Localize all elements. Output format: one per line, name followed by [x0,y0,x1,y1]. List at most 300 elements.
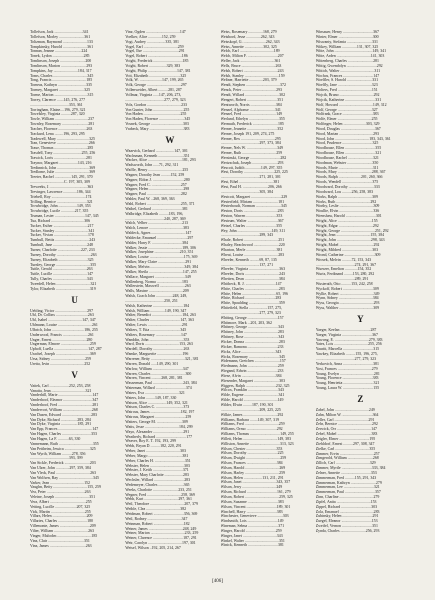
index-entry: White, Richard ...............................283 [220,296,282,301]
index-entry: Wicks, Rosemary ...............................345 [220,354,285,359]
index-entry: Tong, Francis ...................................185 [30,78,93,83]
index-entry: Yates, Lois ...................................255, 256 [315,342,382,347]
index-entry: Wiese, Alvin ...................................384 [220,373,282,378]
index-entry: Trilling, Bernice ...............................321 [30,199,93,204]
index-entry: Wells, Bruce ...................................263 [220,63,282,68]
index-entry: Werner, Joseph 191, 209, 274, 275 [220,131,275,136]
index-entry: Wilkie, James ...................................292 [220,412,284,417]
index-entry: Tradewell, Mary .................................325 [30,136,95,141]
index-entry: West, Dorothy ...............................225, 225 [220,170,288,175]
index-entry: Wenzel, Fred ...................................149 [220,112,282,117]
index-entry: Zeller, Carl ...................................291 [315,417,375,422]
index-entry: Windsmith, Lois ...............................149 [220,519,284,524]
index-entry: Whetten, Dean ...................................384 [220,277,285,282]
index-entry: Weil, Theodore ...................................207, 379 [125,502,198,507]
index-entry: Walker, Jessie ...................................189, 306 [125,245,196,250]
index-entry: Welch, Milton F. ...............................207 [220,54,284,59]
index-entry: Truman, Lester ...............................147, 345 [30,214,99,219]
index-entry: Weatherly, Richard ...............................177 [125,434,193,439]
index-entry: Wurtz, Ferdinand .........153, 280, 292 [315,272,375,277]
index-entry: Werner, Jeanette ...............................352 [220,126,284,131]
index-entry: Zippel, Richard ...............................303 [315,504,378,509]
index-entry: Wood, Marian ...................................293 [315,131,379,136]
index-entry: Van Dyke, Virginia .................185, 291 [30,422,92,427]
index-column-1 [30,30,119,565]
index-entry: Traynor, Margaret ...................143, 216 [30,160,92,165]
index-entry: Warren, Charles ...................................300 [125,371,192,376]
index-entry: Weiss, Annette ...................302, 325 [220,44,277,49]
index-entry: Woodman, Webster ..........................350 [315,160,379,165]
index-entry: Winkel, Walter ...................................351 [220,538,285,543]
index-entry: Wicks, Alice ...................................343 [220,349,282,354]
index-entry: ........................................271, 281, 301 [220,175,281,180]
index-entry: Walter, Benedict ...............................184, 263 [125,313,196,318]
index-entry: ........................................250, 251 [125,298,178,303]
index-entry: White, Charles ...................................283 [220,286,285,291]
index-entry: ........................................277, 279, 323 [125,97,186,102]
index-entry: Warlow, William ...............................347 [125,366,189,371]
index-entry: Vanatta, Jean ...................................321 [30,388,92,393]
section-letter: Y [357,313,364,324]
index-entry: Warrener, Betty ...................................321, 381 [125,357,199,361]
index-entry: Williams, Ormo ...............................292 [220,427,283,432]
index-entry: Works, Ralph ...................................309 [315,194,378,199]
index-entry: Walls, Maxine ...................................209 [125,289,189,294]
index-entry: Westerhoudt, Norman ..........................345 [220,204,287,209]
index-entry: Tompkins, Jay .........................184, 317 [30,68,92,73]
index-entry: Zimmerman, Lee ...............................321 [315,485,380,490]
index-entry: ........................................274, 291, 367 [315,262,377,267]
index-entry: Ward, Doris ...................................153, 263 [125,342,193,347]
index-entry: Van Sickle, Frederick ..........................203 [30,461,96,466]
index-entry: Wenck, Peter ...................................293 [220,88,282,93]
index-entry: Zahn, Milton W. ...............................364 [315,412,379,417]
index-entry: Wiedmann, John ...............................259 [220,364,284,369]
index-entry: Tuttle, Gerald ...................................263 [30,267,93,272]
index-entry: Woodward, Dorothy ..........................333 [315,185,380,189]
index-entry: Wochos, Frances ...............................147 [315,73,380,78]
index-entry: Zielke, Carl ...................................355 [315,446,376,451]
index-entry: Zynda, Charles ..........................256, 293 [315,529,380,533]
index-entry: Webster, Mary Charlotte ...................283 [125,473,189,478]
index-entry: Vick, Martin ...................................255 [30,509,91,514]
index-entry: Waarvick, Gerhard ...................147, 301 [125,148,188,153]
index-entry: Wynn, Sidney ...................................384 [315,296,379,301]
index-entry: Wolf, Howard ...................................149, 312 [315,102,387,107]
index-entry: Wilson, Jerry ...................................249 [220,485,283,490]
index-entry: Woodhouse, Ellen ...............................321 [315,151,382,156]
index-entry: Zubinsky, Helen ...............................291 [315,514,379,519]
index-entry: Van Dyke, Richard .................283, 284 [30,417,91,422]
index-entry: Van Hagen, La F. ...........63, 330 [30,436,81,441]
index-entry: Vannemann, Ruth ...................................355 [30,441,99,446]
index-entry: Zehr, Bernice ...................................292 [315,422,378,427]
index-entry: ........................................240, 287, 369 [125,216,186,221]
index-entry: Wilson, Janet ...................................343, 357 [220,480,291,485]
index-entry: Weisbord, Jesse ...............262, 343 [220,34,275,39]
index-entry: Weeks, Charlotte ..........................233, 251 [125,487,192,492]
index-entry: Von Gunter, John ...............................255 [125,107,190,112]
index-entry: Zimmerman, Fred ..........155, 291, 343 [315,475,377,480]
index-entry: Weber, Janet ...................................303 [125,449,186,454]
index-entry: Winger, Harold ...............................259 [220,528,282,533]
index-entry: Whitney, Rose ...................................343 [220,335,285,340]
index-entry: Voight, Robert ..................329, 383 [125,63,181,68]
index-entry: Weinman, Robert ...............................182 [125,521,190,526]
index-entry: Zola, Emanuel ...................................283 [315,509,380,514]
index-entry: Vanderhoof, Fred ...................................281 [30,403,99,408]
index-entry: Zinn, Charline ...................................279 [315,495,380,500]
index-entry: Varker, Jean ...................................152 [30,480,90,485]
index-entry: Weller, Jack ...................................361 [220,59,281,64]
index-entry: Wegner, Fred ...................................258, 369 [125,492,195,497]
index-entry: Wicker, Ramona ...............................233 [220,344,284,349]
index-entry: Wood, Prudence ...............................325 [315,141,379,146]
index-entry: Weidman, Robert ...............................356, 369 [125,512,198,516]
index-entry: Zimgerold, William ..........................268 [315,456,379,461]
index-entry: Torneas, Kathryn .............................335 [30,83,92,88]
index-entry: Trowbridge, Lucile ..............217, 355 [30,209,89,214]
index-entry: Weisskopf, G. .......................262, 343 [220,39,280,44]
index-entry: Walker, Louise ...................................175, 369 [125,255,198,260]
index-entry: Veleine, Joseph ...................................351 [30,495,96,500]
index-entry: Werlund, Ethelyn ...............................355 [220,117,285,122]
index-entry: Yauritt, Marcella ...............................315 [315,347,380,352]
section-letter: V [71,369,78,380]
section-letter: Z [357,393,364,404]
index-entry: Weir, Carolyn ...................................197, 301 [125,541,196,546]
index-entry: Wiesender, Margaret ..........................303 [220,378,286,383]
index-entry: Whaley, Beachwood ..........................220 [220,243,285,248]
index-entry: Webster, J. Keith ...............................371 [125,468,189,473]
index-entry: Wineman, Selma ...............................371 [220,524,285,529]
index-entry: Wright, Mildred ...............................303 [315,247,379,252]
index-entry: Wehb, Kurt ...................................297, 361 [125,497,192,502]
index-entry: Vollmar, Virginia ......147, 206, 273, [125,92,182,97]
index-entry: Uhl, Dr. Collins .................................263 [30,313,94,318]
index-entry: ........................................277, 279, 323 [220,310,281,315]
index-entry: Ulbrich, John .................................186, 255 [30,327,98,332]
index-entry: Vinger, Malcolm ...................................185 [30,533,98,538]
index-entry: Zelner, Annette ...............................353 [315,470,377,475]
index-entry: Tucker, Esther ...................................217 [30,223,94,228]
index-entry: Von Haden ......................................255 [125,112,187,117]
index-entry: Vinz, Clair .....................................351 [30,538,90,543]
index-entry: Wacker, Alice ...................................181, 293 [125,158,196,163]
index-entry: Wagner, Paul ...................................282 [125,192,187,197]
index-entry: Wyckoff, Robert ...............................309 [315,286,379,291]
index-entry: Wyss, Georgia ...................................293 [315,301,380,306]
index-entry: ........................................353, 361 [30,102,83,107]
index-entry: Williams, Thomas ...............................149, 255 [220,432,294,437]
index-entry: Woelfler, S. Harold ..........................331 [315,78,379,83]
index-entry: Tweedell, Helen ...................................321 [30,281,97,286]
index-entry: Tran, Genevieve .................................266 [30,141,95,146]
index-entry: Weible, Clea ...................................382 [125,507,187,512]
index-entry: Watters, George M. ..........................309 [125,419,188,424]
section-letter: U [71,294,78,305]
index-entry: Wendt, Willard ...................................302 [220,92,286,97]
index-entry: Wahler, Paul W. ..268, 369, 363 [125,197,175,202]
index-entry: Weiner, James ...................................248, 249 [125,526,197,531]
index-entry: ...................................C. 197, 305, 309 [30,180,90,185]
index-entry: Welsh, Stanley ...................................159 [220,73,285,78]
index-entry: Whitmore, Mark ...201, 203, 362 [220,320,272,325]
index-entry: Wilson, Harley ...................................259 [220,470,285,475]
index-entry: Tormey, Margaret ..........................325 [30,88,91,93]
index-entry: ........................................393, 399 [30,456,83,461]
index-entry: Wenzel, Alphonse ..........................341 [220,107,281,112]
index-entry: Tredlome, Julie ...................................369 [30,170,96,175]
index-entry: Wilson, Robert ...................................259, 325 [220,495,293,499]
index-entry: Wersinski, George ...............................282 [220,155,287,160]
index-entry: Torme, Marion ..................................315 [30,92,94,97]
index-entry: Wiswanty, Stefania ..........................331 [315,39,378,44]
index-entry: Woelfly, Jane ...................................323 [315,83,378,88]
page-number: [406] [212,579,223,584]
index-entry: Weber, Margo ...................................381 [125,453,189,458]
index-entry: Tucker, Vivian ...................................178 [30,233,94,238]
index-entry: Turner, Charlotte ........................227, 233 [30,247,95,252]
index-entry: Wiegand, Edwin ...............................233 [220,369,284,374]
index-entry: Van Epp, Frances ...................................147 [30,427,99,432]
index-entry: Werner, Rex ...................................295 [220,136,281,141]
index-entry: Torringham, Elaine....196, 279, 321 [30,107,86,112]
index-entry: Walters, T. Etta ...............................345 [125,327,187,332]
index-entry: Treweeks, J. ......................................363 [30,185,94,189]
index-entry: Wilson, Harold ...................................269 [220,465,286,470]
index-entry: Winick, Kenneth ...............................381 [220,543,284,548]
index-entry: Webb, Bryan D. .........182, 220, 291 [125,444,182,449]
index-entry: Uphoff, Luella ...................................147, 287 [30,347,102,352]
index-entry: Yawong, E. ...................................279, 383 [315,337,383,342]
index-entry: Vogt, Audrey ...................335, 381 [125,39,179,44]
index-entry: Zipfel, Anita ...................................153 [315,499,377,504]
index-entry: Zimmer, Ervin ...................................257 [315,451,380,456]
index-entry: Van Ulzer, John ..............297, 359, 384 [30,466,91,471]
index-entry: Whitney, George ...............................343 [220,325,284,330]
index-entry: Winter, Elmer ...................................300 [315,34,379,39]
index-entry: Vrabeck, Mary ...................................383 [125,126,190,131]
index-entry: Zimmerman, Paul ...............................357 [315,490,381,495]
index-entry: Worthy, Leslie ...................................309 [315,204,380,209]
index-entry: Wilson, Richard ...............................161, 279 [220,490,291,495]
index-entry: Vandervort, William ..............................268 [30,407,98,412]
index-entry: Wilson, Suzanne ...............................383 [220,499,284,504]
index-entry: Wolfinger, Helen .......................303, 329 [315,122,380,127]
index-entry: Townley, Rosemary ...........................281 [30,122,95,127]
index-entry: Wheeler, Doris ...................................243 [220,272,285,277]
index-entry: Turney, Elizabeth ..............................325 [30,257,94,262]
index-entry: Villars, Helen ...................................209 [30,514,93,519]
index-entry: Walsh, William ...............149, 190, 347 [125,308,187,313]
index-entry: Wittich, Walter ...................................311 [315,68,381,73]
index-entry: Vea, Peter .......................................263 [30,490,91,495]
index-entry: Tucker, Stanley ..................................341 [30,228,95,233]
index-entry: Wagner, Eldon J. ................................280 [125,177,190,182]
index-column-3 [221,30,310,565]
index-entry: Van Wyrth, William ..........278, 356 [30,451,86,456]
index-entry: Ursa, Sidney ...................................259 [30,357,91,361]
index-entry: ........................................137, 271 [220,262,274,267]
index-entry: Vera, Albert .....................................255 [30,499,92,504]
index-entry: Wagner, Helen ...................................298 [125,187,190,192]
index-entry: Wilson, Chester ...............................353 [220,446,283,451]
index-entry: Yost, Frances ...................................279 [315,366,378,371]
index-entry: Weil, Rodney ...................................347 [125,516,188,521]
index-entry: Widemann, Gretchen ..........................157 [220,359,286,364]
index-entry: Winsauer, Henry ...............................367 [315,30,379,34]
index-entry: Westcott, Margaret ...............................229 [220,194,288,199]
index-entry: Webster, Helen ...................................303 [125,463,190,468]
index-entry: Williams, Fred ...................................259 [220,422,285,427]
index-entry: Wamke, Marguerite ..........................196 [125,352,189,357]
index-entry: Williston, Annette ...............................313, 323 [220,441,294,446]
index-entry: Wachsman, Kenneth ..........................351 [125,153,190,158]
index-entry: Wheeler, Virginia ...............................363 [220,267,286,272]
index-entry: Yerkovich, Anna ...............................381 [315,361,379,366]
index-entry: Whitefield, Stella ...................157, 275, [220,306,282,311]
index-entry: Wolf, George ...................................327 [315,107,378,112]
index-entry: Wojcik, Katherine ...............................331 [315,97,382,102]
index-entry: Villemonte, James ...............................209 [30,524,96,529]
index-entry: Towle, William ..................................237 [30,117,95,122]
index-entry: Yaeger, Virginia ...............................367 [315,332,378,337]
index-entry: Vogel, Ilse .....................................291 [125,49,185,54]
index-entry: Toms, Charles ...................................345 [30,73,94,78]
index-entry: Wrenshaw, Harold ...............................301 [315,214,382,219]
index-entry: Weston, Warren ...............................353 [220,214,283,219]
index-entry: Wright, George ...................................251, 292 [315,228,389,233]
index-column-4 [316,30,405,565]
index-entry: Zeigler, Elmer ...............................195 [315,436,376,441]
index-entry: Torrey, Clarence .......145, 276, 277 [30,97,86,102]
index-entry: Weiner, Clarence ...............................187, 291 [125,536,197,541]
index-entry: Waldeck, Agnes ...................................147 [125,231,192,236]
index-entry: Walker, Mary Claire ............................291 [125,260,192,265]
index-entry: Wayo, Alexander ...............................291 [125,429,190,434]
index-column-2 [125,30,214,565]
index-entry: Traue, Thomas ..................................285 [30,146,94,151]
index-entry: ........................................289, 291 [315,277,369,282]
index-entry: Watrous, James ...............................182, 197 [125,410,195,415]
index-entry: Van Hagen, Charles ..............................353 [30,432,97,437]
index-entry: Zuegel, Eleanor ...............................153 [315,519,378,524]
index-entry: Walker, Sheila ...................................147, 255 [125,269,197,274]
index-entry: Waters, John .........149, 187, 330 [125,395,177,400]
index-entry: Wyss, Walther ...................................309 [315,306,380,311]
index-entry: Works, Ruth ...................................292 [315,199,377,204]
index-entry: Trowbridge, John ...................149, 353 [30,204,91,209]
index-entry: Wilson, Dorothy ...............................225 [220,451,284,456]
index-entry: Zillich, Carl ...................................329 [315,461,376,466]
section-letter: W [165,134,175,145]
index-entry: Wagner, Dorothy Jean ..........152, 259 [125,172,185,177]
index-entry: Wusterath, Otto ..........153, 242, 258 [315,281,373,286]
index-entry: Wentworth, Norris ..........................384 [220,102,282,107]
index-entry: Walter, Charles ...............................147, 363 [125,318,194,323]
index-entry: West, Ethel ...................................381 [220,180,280,185]
index-entry: Volz, Gordon ...................................233 [125,102,187,107]
index-entry: Wilson, Frances ...............................384 [220,461,283,466]
index-entry: Warren, Vincent ..........268, 281, 381 [125,376,183,381]
index-entry: Waldecke, Emanuel ...............................297 [125,235,194,240]
index-entry: Wechsler, Willard ...............................283 [125,478,191,483]
index-entry: Wahl, Robert ...................................255, 371 [125,202,195,206]
index-entry: Wilson, Helen ...................131, 211, 291 [220,475,284,480]
index-entry: Young, Florence ...............................383 [315,376,379,381]
index-entry: Treeter, Rachel .................145, 291, 370 [30,175,93,180]
index-entry: Turnley, George ...................................355 [30,262,97,267]
index-entry: Tylor, Elizabeth ...................................319 [30,286,96,291]
index-entry: Wertzschuk, Joseph ..........................293 [220,160,284,165]
index-entry: Weaver, Roy E. T. 192, 193, 299 [125,439,176,444]
index-entry: Urachel, Joseph ...................................369 [30,352,96,357]
index-entry: Young, Evelyn ...................................281 [315,371,380,376]
index-entry: Welsh, Robert ...................................243 [220,68,284,73]
index-entry: Winchester, Genevieve ..........................303 [220,514,289,519]
index-entry: Woodhouse, Ellen ...............................355 [315,146,382,151]
index-entry: Wetzel, Charles ...............................355 [220,223,282,228]
index-entry: Vosnek, George .................................303 [125,122,189,127]
index-entry: Zabel, John ...................................249 [315,407,375,412]
index-entry: Wilcox, Franklin ...............................343 [220,388,284,393]
index-page [30,30,405,565]
index-entry: Wermuth, Frederick ..........................185 [220,122,284,127]
index-entry: Wescott, Judith ................149, 297, 355 [220,165,283,170]
index-entry: Wrosek, Melvin ..........72, 153, 343 [315,257,372,262]
index-entry: Uhlmann, Louise ...................................261 [30,323,98,328]
index-entry: Tomlinson, Joseph ..........................200 [30,59,92,64]
index-entry: Woullie, Elvin ...................................336 [315,209,380,214]
index-entry: Weiner, Marion ...................................233, 259 [125,531,199,536]
index-entry: Wilson, Dwight ...................................259 [220,456,287,461]
index-entry: Wardell, Dorothy ...............................263 [125,347,190,352]
index-entry: Willett, Helen ...................................149, 383 [220,436,292,441]
index-entry: Zerwick, Orr ...................................147 [315,427,377,432]
index-entry: Westrum, Walter ...............................367 [220,218,284,223]
index-entry: Volk, George ...................................297 [125,83,187,88]
index-entry: Trevinger, Lawrence ..............186, 344 [30,189,91,194]
index-entry: Winger, Janet ...................................343 [220,533,283,538]
index-entry: Wood, Douglas ...................................367 [315,126,381,131]
index-entry: Tua, Richard ..................................306 [30,218,91,223]
index-entry: Uretta, Irvin ...................................252 [30,361,91,366]
index-entry: Wright, John ...................................298, 343 [315,238,385,243]
index-entry: Volk, W. .......................147, 199, 265 [125,78,184,83]
index-entry: Wolfrank, Grace ...............................383 [315,112,379,117]
index-entry: Tully, Charles ...................................343 [30,277,93,282]
index-entry: Walch, Lenore ...................................383 [125,226,189,231]
index-entry: Weber, Charles H. ...............................351 [125,458,191,463]
index-entry: Voight, Frederick ..............................185 [125,59,189,64]
index-entry: Vaitek, Carl ....................252, 253, 258 [30,383,91,388]
index-entry: Warren, Donald ......149, 290, 301 [125,361,179,366]
index-entry: Tredinnick, John .................................369 [30,165,96,170]
index-entry: Wharton, Merle ...............................381 [220,247,283,252]
index-entry: Young, Henrietta ...............................321 [315,381,380,386]
index-entry: Wright, Mabel ...................................292 [315,243,380,248]
index-entry: Westerfield, Miriam ..........................181 [220,199,285,204]
index-entry: Uhl, Isabel ...................................147, 347 [30,318,96,323]
index-entry: Walsh, Coach John .................248, 249, [125,294,188,299]
index-entry: Zebel, Mabel ...................................383 [315,432,378,437]
index-entry: Watrous, Margaret ...............................259 [125,415,192,420]
index-entry: Turney, Dorothy ...................................263 [30,252,97,257]
index-entry: Witte, Arden ...................................141, 303 [315,54,385,59]
index-entry: Tomlinson, Marion ..........................293 [30,63,93,68]
index-entry: Wagner, Fred C. ..............................257 [125,182,187,187]
